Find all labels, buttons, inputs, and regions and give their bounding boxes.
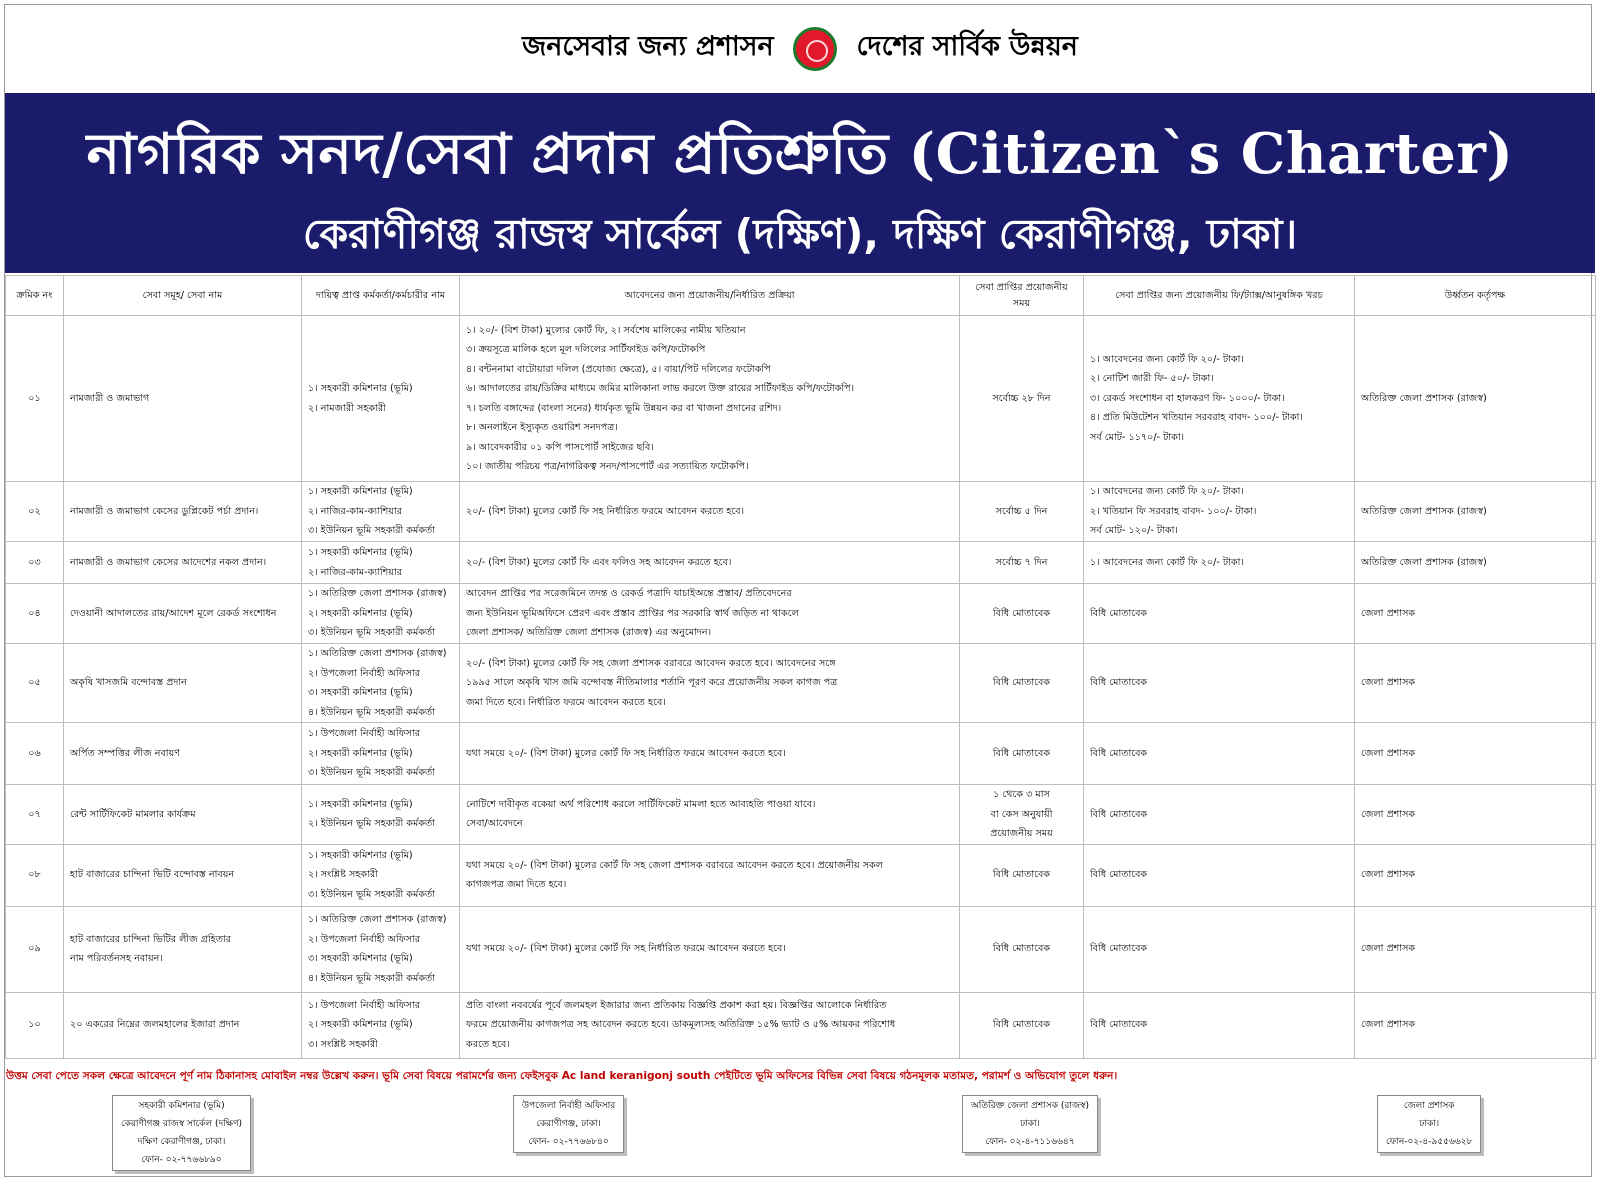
cell-serial: ০৯ (6, 906, 64, 992)
cell-officer: ১। সহকারী কমিশনার (ভূমি) ২। নাজির-কাম-ক্যাশিয়ার ৩। ইউনিয়ন ভূমি সহকারী কর্মকর্তা (302, 482, 460, 542)
government-seal-icon (793, 27, 837, 71)
table-row (6, 584, 1596, 644)
cell-service: হাট বাজারের চান্দিনা ভিটির লীজ গ্রহিতার নাম পরিবর্তনসহ নবায়ন। (64, 906, 302, 992)
cell-time: বিধি মোতাবেক (960, 906, 1084, 992)
cell-time: সর্বোচ্চ ৫ দিন (960, 482, 1084, 542)
signature-block (112, 1095, 251, 1171)
cell-procedure: যথা সময়ে ২০/- (বিশ টাকা) মুলের কোর্ট ফি সহ নির্ধারিত ফরমে আবেদন করতে হবে। (460, 906, 960, 992)
cell-authority: জেলা প্রশাসক (1355, 844, 1596, 906)
table-row (6, 542, 1596, 584)
cell-service: নামজারী ও জমাভাগ (64, 316, 302, 482)
cell-authority: জেলা প্রশাসক (1355, 584, 1596, 644)
signature-line: ফোন-০২-৪-৯৫৫৬৬২৮ (1386, 1137, 1473, 1147)
cell-serial: ০২ (6, 482, 64, 542)
cell-authority: অতিরিক্ত জেলা প্রশাসক (রাজস্ব) (1355, 482, 1596, 542)
cell-time: বিধি মোতাবেক (960, 723, 1084, 785)
cell-service: হাট বাজারের চান্দিনা ভিটি বন্দোবস্ত নাবয়ন (64, 844, 302, 906)
signature-line: ফোন- ০২-৭৭৬৬৮৯০ (141, 1155, 222, 1165)
page-title: নাগরিক সনদ/সেবা প্রদান প্রতিশ্রুতি (Citizen`s Charter) (86, 121, 1514, 187)
cell-procedure: যথা সময়ে ২০/- (বিশ টাকা) মুলের কোর্ট ফি সহ জেলা প্রশাসক বরাবরে আবেদন করতে হবে। প্রয়োজনীয় সকল কাগজপত্র জমা দিতে হবে। (460, 844, 960, 906)
signature-line: ঢাকা। (1419, 1119, 1440, 1129)
table-row (6, 785, 1596, 845)
cell-authority: জেলা প্রশাসক (1355, 992, 1596, 1058)
cell-procedure: যথা সময়ে ২০/- (বিশ টাকা) মুলের কোর্ট ফি সহ নির্ধারিত ফরমে আবেদন করতে হবে। (460, 723, 960, 785)
cell-fee: ১। আবেদনের জন্য কোর্ট ফি ২০/- টাকা। ২। নোটিশ জারী ফি- ৫০/- টাকা। ৩। রেকর্ড সংশোধন বা হালকরণ ফি- ১০০০/- টাকা। ৪। প্রতি মিউটেশন খতিয়ান সরবরাহ বাবদ- ১০০/- টাকা। সর্ব মোট- ১১৭০/- টাকা। (1084, 316, 1355, 482)
cell-service: রেন্ট সার্টিফিকেট মামলার কার্যক্রম (64, 785, 302, 845)
cell-serial: ০৮ (6, 844, 64, 906)
signature-line: ফোন- ০২-৪-৭১১৬৬৪৭ (985, 1137, 1075, 1147)
cell-service: দেওয়ানী আদালতের রায়/আদেশ মূলে রেকর্ড সংশোধন (64, 584, 302, 644)
title-banner (5, 93, 1595, 273)
signature-line: ফোন- ০২-৭৭৬৬৮৪০ (528, 1137, 609, 1147)
table-header-row (6, 276, 1596, 316)
cell-fee: বিধি মোতাবেক (1084, 992, 1355, 1058)
cell-procedure: ২০/- (বিশ টাকা) মুলের কোর্ট ফি এবং ফলিও সহ আবেদন করতে হবে। (460, 542, 960, 584)
cell-serial: ০৪ (6, 584, 64, 644)
cell-authority: জেলা প্রশাসক (1355, 644, 1596, 723)
signature-block (962, 1095, 1098, 1153)
col-header-fee: সেবা প্রাপ্তির জন্য প্রয়োজনীয় ফি/ট্যাক্স/আনুষঙ্গিক খরচ (1084, 276, 1355, 316)
cell-time: বিধি মোতাবেক (960, 844, 1084, 906)
signature-block (513, 1095, 624, 1153)
cell-serial: ০৫ (6, 644, 64, 723)
cell-officer: ১। উপজেলা নির্বাহী অফিসার ২। সহকারী কমিশনার (ভূমি) ৩। সংশ্লিষ্ট সহকারী (302, 992, 460, 1058)
table-row (6, 992, 1596, 1058)
cell-time: বিধি মোতাবেক (960, 992, 1084, 1058)
footer-notice: উত্তম সেবা পেতে সকল ক্ষেত্রে আবেদনে পূর্ণ নাম ঠিকানাসহ মোবাইল নম্বর উল্লেখ করুন। ভূমি সেবা বিষয়ে পরামর্শের জন্য ফেইসবুক Ac land keranigonj south পেইটিতে ভূমি অফিসের বিভিন্ন সেবা বিষয়ে গঠনমূলক মতামত, পরামর্শ ও অভিযোগ তুলে ধরুন। (6, 1070, 1118, 1082)
signature-line: কেরাণীগঞ্জ, ঢাকা। (536, 1119, 601, 1129)
cell-serial: ০৭ (6, 785, 64, 845)
cell-time: বিধি মোতাবেক (960, 584, 1084, 644)
cell-service: নামজারী ও জমাভাগ কেসের ডুপ্লিকেট পর্চা প্রদান। (64, 482, 302, 542)
cell-procedure: প্রতি বাংলা নববর্ষের পূর্বে জলমহল ইজারার জন্য প্রতিকায় বিজ্ঞপ্তি প্রকাশ করা হয়। বিজ্ঞপ্তির আলোকে নির্ধারিত ফরমে প্রয়োজনীয় কাগজপত্র সহ আবেদন করতে হবে। ডাকমূল্যসহ অতিরিক্ত ১৫% ভ্যাট ও ৫% আয়কর পরিশোধ করতে হবে। (460, 992, 960, 1058)
cell-officer: ১। সহকারী কমিশনার (ভূমি) ২। ইউনিয়ন ভূমি সহকারী কর্মকর্তা (302, 785, 460, 845)
cell-service: নামজারী ও জমাভাগ কেসের আদেশের নকল প্রদান। (64, 542, 302, 584)
signature-line: সহকারী কমিশনার (ভূমি) (138, 1101, 225, 1111)
signature-line: ঢাকা। (1020, 1119, 1040, 1129)
page-subtitle: কেরাণীগঞ্জ রাজস্ব সার্কেল (দক্ষিণ), দক্ষিণ কেরাণীগঞ্জ, ঢাকা। (302, 210, 1298, 258)
table-row (6, 906, 1596, 992)
cell-service: অকৃষি খাসজমি বন্দোবস্ত প্রদান (64, 644, 302, 723)
cell-fee: বিধি মোতাবেক (1084, 785, 1355, 845)
col-header-time: সেবা প্রাপ্তির প্রয়োজনীয় সময় (960, 276, 1084, 316)
cell-authority: অতিরিক্ত জেলা প্রশাসক (রাজস্ব) (1355, 542, 1596, 584)
cell-authority: জেলা প্রশাসক (1355, 723, 1596, 785)
motto-line (0, 26, 1600, 71)
cell-officer: ১। সহকারী কমিশনার (ভূমি) ২। সংশ্লিষ্ট সহকারী ৩। ইউনিয়ন ভূমি সহকারী কর্মকর্তা (302, 844, 460, 906)
cell-serial: ০১ (6, 316, 64, 482)
motto-left: জনসেবার জন্য প্রশাসন (522, 31, 774, 62)
table-row (6, 482, 1596, 542)
col-header-serial: ক্রমিক নং (6, 276, 64, 316)
table-row (6, 844, 1596, 906)
cell-time: সর্বোচ্চ ২৮ দিন (960, 316, 1084, 482)
cell-fee: বিধি মোতাবেক (1084, 906, 1355, 992)
cell-procedure: নোটিশে দাবীকৃত বকেয়া অর্থ পরিশোধ করলে সার্টিফিকেট মামলা হতে আব্যহতি পাওয়া যাবে। সেবা/আবেদনে (460, 785, 960, 845)
signature-line: দক্ষিণ কেরাণীগঞ্জ, ঢাকা। (137, 1137, 226, 1147)
cell-service: ২০ একরের নিম্নের জলমহালের ইজারা প্রদান (64, 992, 302, 1058)
cell-officer: ১। অতিরিক্ত জেলা প্রশাসক (রাজস্ব) ২। সহকারী কমিশনার (ভূমি) ৩। ইউনিয়ন ভূমি সহকারী কর্মকর্তা (302, 584, 460, 644)
cell-fee: বিধি মোতাবেক (1084, 723, 1355, 785)
charter-table (5, 275, 1596, 1059)
signature-block (1377, 1095, 1481, 1153)
cell-authority: জেলা প্রশাসক (1355, 906, 1596, 992)
cell-procedure: আবেদন প্রাপ্তির পর সরেজমিনে তদন্ত ও রেকর্ড পত্রাদি যাচাইঅন্তে প্রস্তাব/ প্রতিবেদনের জন্য ইউনিয়ন ভূমিঅফিসে প্রেরণ এবং প্রস্তাব প্রাপ্তির পর সরকারি স্বার্থ জড়িত না থাকলে জেলা প্রশাসক/ অতিরিক্ত জেলা প্রশাসক (রাজস্ব) এর অনুমোদন। (460, 584, 960, 644)
signature-line: জেলা প্রশাসক (1403, 1101, 1455, 1111)
table-row (6, 644, 1596, 723)
cell-officer: ১। সহকারী কমিশনার (ভূমি) ২। নাজির-কাম-ক্যাশিয়ার (302, 542, 460, 584)
cell-serial: ১০ (6, 992, 64, 1058)
table-row (6, 723, 1596, 785)
col-header-service: সেবা সমূহ/ সেবা নাম (64, 276, 302, 316)
col-header-procedure: আবেদনের জন্য প্রয়োজনীয়/নির্ধারিত প্রক্রিয়া (460, 276, 960, 316)
signature-line: অতিরিক্ত জেলা প্রশাসক (রাজস্ব) (971, 1101, 1089, 1111)
cell-serial: ০৩ (6, 542, 64, 584)
cell-officer: ১। অতিরিক্ত জেলা প্রশাসক (রাজস্ব) ২। উপজেলা নির্বাহী অফিসার ৩। সহকারী কমিশনার (ভূমি) ৪। ইউনিয়ন ভূমি সহকারী কর্মকর্তা (302, 906, 460, 992)
cell-officer: ১। উপজেলা নির্বাহী অফিসার ২। সহকারী কমিশনার (ভূমি) ৩। ইউনিয়ন ভূমি সহকারী কর্মকর্তা (302, 723, 460, 785)
cell-serial: ০৬ (6, 723, 64, 785)
cell-fee: বিধি মোতাবেক (1084, 644, 1355, 723)
cell-fee: ১। আবেদনের জন্য কোর্ট ফি ২০/- টাকা। ২। খতিয়ান ফি সরবরাহ বাবদ- ১০০/- টাকা। সর্ব মোট- ১২০/- টাকা। (1084, 482, 1355, 542)
cell-officer: ১। অতিরিক্ত জেলা প্রশাসক (রাজস্ব) ২। উপজেলা নির্বাহী অফিসার ৩। সহকারী কমিশনার (ভূমি) ৪। ইউনিয়ন ভূমি সহকারী কর্মকর্তা (302, 644, 460, 723)
cell-authority: অতিরিক্ত জেলা প্রশাসক (রাজস্ব) (1355, 316, 1596, 482)
col-header-authority: উর্ধ্বতন কর্তৃপক্ষ (1355, 276, 1596, 316)
cell-time: বিধি মোতাবেক (960, 644, 1084, 723)
cell-time: সর্বোচ্চ ৭ দিন (960, 542, 1084, 584)
cell-time: ১ থেকে ৩ মাস বা কেস অনুযায়ী প্রয়োজনীয় সময় (960, 785, 1084, 845)
cell-fee: ১। আবেদনের জন্য কোর্ট ফি ২০/- টাকা। (1084, 542, 1355, 584)
cell-fee: বিধি মোতাবেক (1084, 844, 1355, 906)
table-row (6, 316, 1596, 482)
cell-authority: জেলা প্রশাসক (1355, 785, 1596, 845)
col-header-officer: দায়িত্ব প্রাপ্ত কর্মকর্তা/কর্মচারীর নাম (302, 276, 460, 316)
signature-line: উপজেলা নির্বাহী অফিসার (522, 1101, 616, 1111)
cell-procedure: ১। ২০/- (বিশ টাকা) মুল্যের কোর্ট ফি, ২। সর্বশেষ মালিকের নামীয় খতিয়ান ৩। ক্রয়সূত্রে মালিক হলে মূল দলিলের সার্টিফাইড কপি/ফটোকপি ৪। বন্টননামা বাটোয়ারা দলিল (প্রযোজ্য ক্ষেত্রে), ৫। বায়া/পিট দলিলের ফটোকপি ৬। আদালতের রায়/ডিক্রির মাধ্যমে জমির মালিকানা লাভ করলে উক্ত রায়ের সার্টিফাইড কপি/ফটোকপি। ৭। চলতি বঙ্গাব্দের (বাংলা সনের) ধার্যকৃত ভূমি উন্নয়ন কর বা খাজনা প্রদানের রশিদ। ৮। অনলাইনে ইস্যুকৃত ওয়ারিশ সনদপত্র। ৯। আবেদকারীর ০১ কপি পাসপোর্ট সাইজের ছবি। ১০। জাতীয় পরিচয় পত্র/নাগরিকত্ব সনদ/পাসপোর্ট এর সত্যায়িত ফটোকপি। (460, 316, 960, 482)
cell-officer: ১। সহকারী কমিশনার (ভূমি) ২। নামজারী সহকারী (302, 316, 460, 482)
motto-right: দেশের সার্বিক উন্নয়ন (856, 31, 1078, 62)
cell-fee: বিধি মোতাবেক (1084, 584, 1355, 644)
cell-procedure: ২০/- (বিশ টাকা) মুলের কোর্ট ফি সহ জেলা প্রশাসক বরাবরে আবেদন করতে হবে। আবেদনের সঙ্গে ১৯৯৫ সালে অকৃষি খাস জমি বন্দোবস্ত নীতিমালার শর্তানি পূরণ করে প্রয়োজনীয় সকল কাগজ পত্র জমা দিতে হবে। নির্ধারিত ফরমে আবেদন করতে হবে। (460, 644, 960, 723)
cell-procedure: ২০/- (বিশ টাকা) মুলের কোর্ট ফি সহ নির্ধারিত ফরমে আবেদন করতে হবে। (460, 482, 960, 542)
cell-service: অর্পিত সম্পত্তির লীজ নবায়ণ (64, 723, 302, 785)
signature-line: কেরাণীগঞ্জ রাজস্ব সার্কেল (দক্ষিণ) (121, 1119, 243, 1129)
